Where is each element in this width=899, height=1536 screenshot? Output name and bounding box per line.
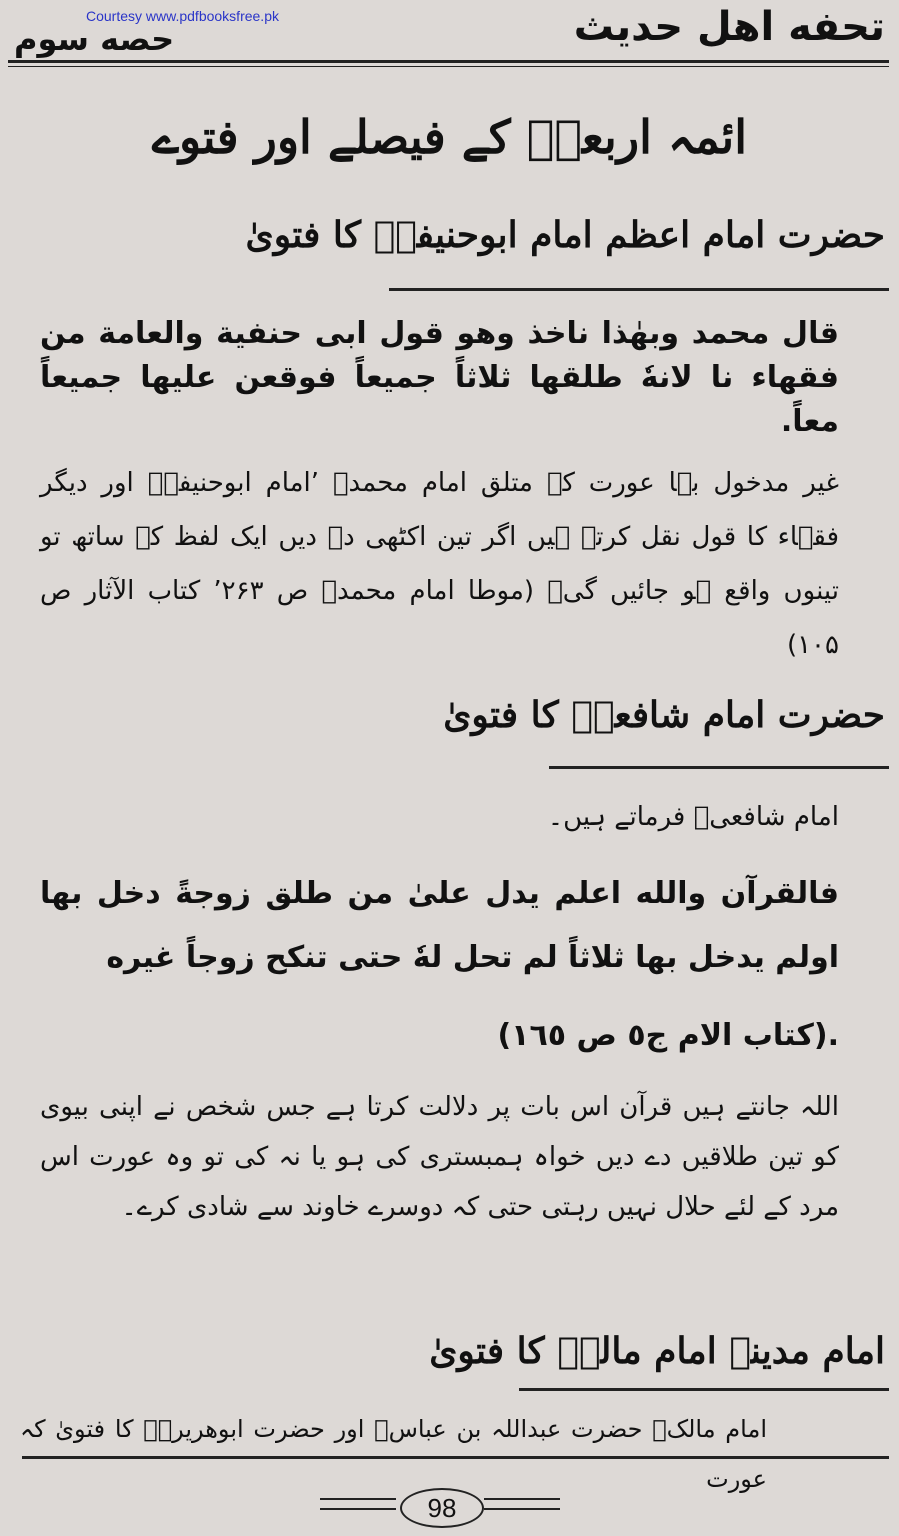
section-heading-abu-hanifa: حضرت امام اعظم امام ابوحنیفہؒ کا فتویٰ xyxy=(245,214,885,256)
urdu-text-malik: امام مالکؒ حضرت عبداللہ بن عباسؓ اور حضرت ابوھریرہؓ کا فتویٰ کہ عورت xyxy=(20,1415,767,1493)
courtesy-watermark: Courtesy www.pdfbooksfree.pk xyxy=(86,8,279,24)
header-rule xyxy=(8,60,889,67)
footer-rule xyxy=(22,1456,889,1459)
urdu-text-shafi: اللہ جانتے ہیں قرآن اس بات پر دلالت کرتا ہے جس شخص نے اپنی بیوی کو تین طلاقیں دے دیں خواہ ہمبستری کی ہو یا نہ کی تو وہ عورت اس مرد کے لئے حلال نہیں رہتی حتی کہ دوسرے خاوند سے شادی کرے۔ xyxy=(40,1092,839,1222)
book-title: تحفه اهل حدیث xyxy=(573,4,885,50)
footer xyxy=(20,1488,889,1528)
footer-ornament-right xyxy=(484,1498,560,1510)
section-underline xyxy=(389,288,889,291)
arabic-text-shafi: فالقرآن والله اعلم یدل علیٰ من طلق زوجةً دخل بها اولم یدخل بها ثلاثاً لم تحل لهٗ حتی تنکح زوجاً غیره xyxy=(40,876,839,975)
arabic-reference-shafi: .(کتاب الام ج٥ ص ١٦٥) xyxy=(497,1018,839,1053)
part-title: حصه سوم xyxy=(14,20,175,58)
footer-ornament-left xyxy=(320,1498,396,1510)
section-heading-malik: امام مدینہ امام مالکؒ کا فتویٰ xyxy=(429,1330,885,1372)
section-heading-shafi: حضرت امام شافعیؒ کا فتویٰ xyxy=(443,694,885,736)
main-heading: ائمہ اربعہؒ کے فیصلے اور فتوے xyxy=(152,110,747,164)
section-underline xyxy=(519,1388,889,1391)
arabic-text-abu-hanifa: قال محمد وبهٰذا ناخذ وهو قول ابی حنفیة والعامة من فقهاء نا لانهٗ طلقها ثلاثاً جمیعاً فوقعن علیها جمیعاً معاً. xyxy=(40,316,839,439)
section-underline xyxy=(549,766,889,769)
urdu-text-abu-hanifa: غیر مدخول بہا عورت کے متلق امام محمدؒ ’امام ابوحنیفہؒ اور دیگر فقہاء کا قول نقل کرتے ہیں اگر تین اکٹھی دے دیں ایک لفظ کے ساتھ تو تینوں واقع ہو جائیں گی۔ (موطا امام محمدؒ ص ۲۶۳’ کتاب الآثار ص ۱۰۵) xyxy=(40,468,839,660)
page-number: 98 xyxy=(400,1488,484,1528)
urdu-intro-shafi: امام شافعیؒ فرماتے ہیں۔ xyxy=(547,802,839,832)
